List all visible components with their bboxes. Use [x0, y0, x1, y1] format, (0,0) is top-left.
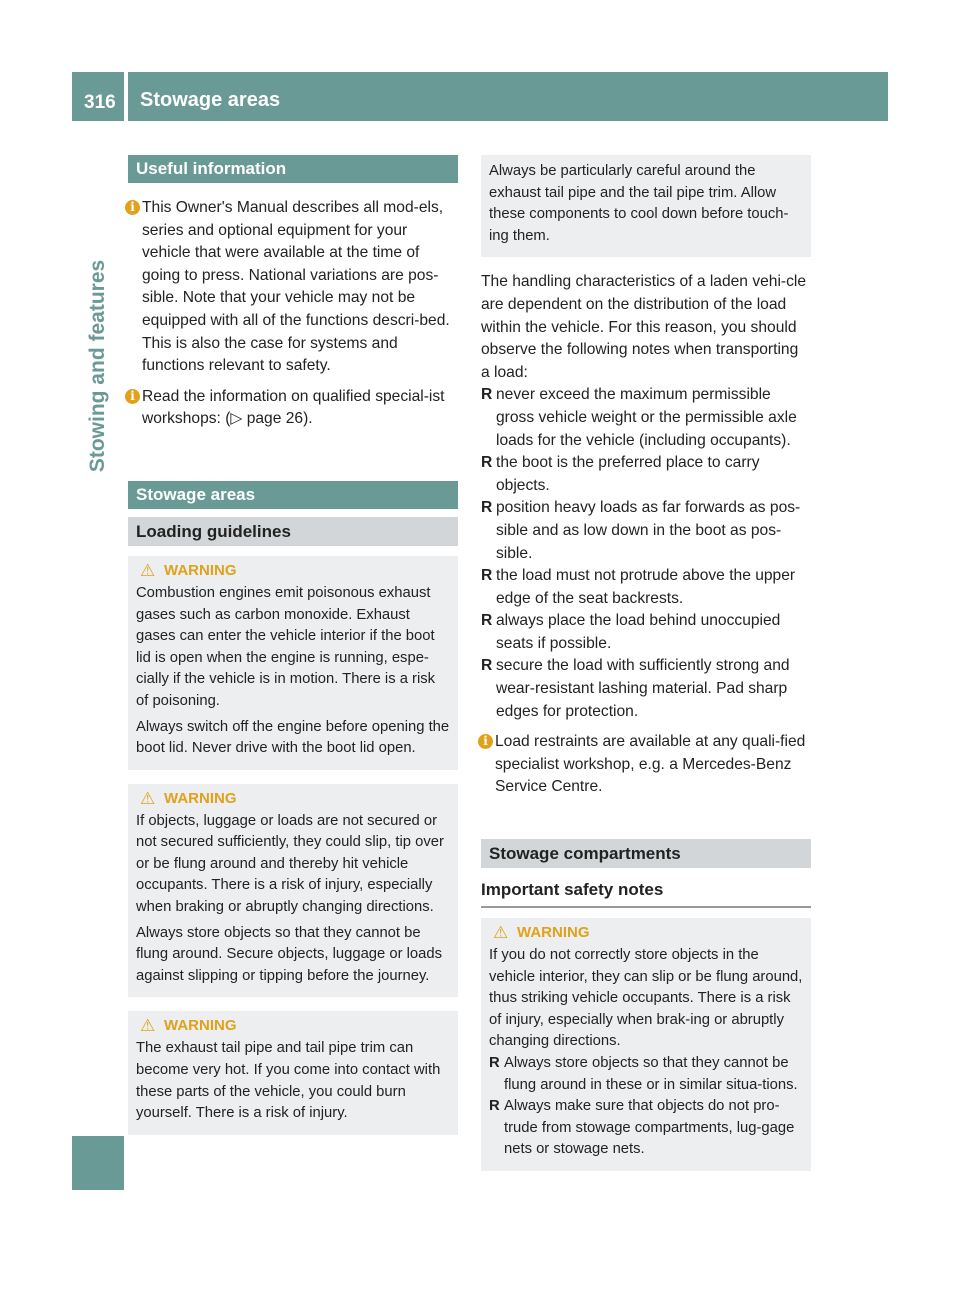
warning-text: Always switch off the engine before opening the boot lid. Never drive with the boot lid open.	[136, 718, 450, 757]
warning-bullet-list	[489, 1053, 803, 1161]
list-item: R position heavy loads as far forwards as pos-sible and as low down in the boot as pos-sible.	[481, 499, 801, 562]
warning-text-continued: Always be particularly careful around the exhaust tail pipe and the tail pipe trim. Allow these components to cool down before touch-ing them.	[489, 163, 789, 244]
loading-bullet-list	[481, 384, 811, 723]
warning-title	[136, 562, 450, 579]
warning-triangle-icon: ⚠	[140, 560, 156, 580]
loading-guidelines-heading: Loading guidelines	[128, 517, 458, 546]
warning-text: If you do not correctly store objects in the vehicle interior, they can slip or be flung around, thus striking vehicle occupants. There is a risk of injury, especially when brak-ing or abruptly changing directions.	[489, 947, 803, 1050]
warning-text: Always store objects so that they cannot be flung around. Secure objects, luggage or loads against slipping or tipping before the journey.	[136, 924, 443, 984]
info-note-workshops-text: Read the information on qualified special-ist workshops: (▷ page 26).	[142, 387, 445, 428]
warning-triangle-icon: ⚠	[493, 923, 509, 943]
info-note-manual-text: This Owner's Manual describes all mod-els, series and optional equipment for your vehicle that were available at the time of going to press. National variations are pos-sible. Note that your vehicle may not be equipped with all of the functions descri-bed. This is also the case for systems and functions relevant to safety.	[142, 199, 450, 375]
chapter-side-label: Stowing and features	[86, 259, 109, 473]
page-header-bar	[128, 72, 888, 121]
warning-box-hot-exhaust	[128, 1011, 458, 1134]
list-item: R never exceed the maximum permissible gross vehicle weight or the permissible axle loads for the vehicle (including occupants).	[481, 386, 797, 449]
list-item: R always place the load behind unoccupied seats if possible.	[481, 612, 781, 652]
warning-title-text: WARNING	[164, 1017, 237, 1035]
chapter-marker-block	[72, 1136, 124, 1190]
right-column	[481, 155, 811, 1171]
warning-title	[136, 790, 450, 807]
page-number-tab	[72, 72, 124, 121]
info-icon: i	[478, 734, 493, 749]
list-item: R the boot is the preferred place to carry objects.	[481, 454, 760, 494]
page-title: Stowage areas	[140, 89, 281, 111]
warning-title-text: WARNING	[517, 924, 590, 942]
chapter-side-tab	[72, 121, 124, 611]
stowage-compartments-heading: Stowage compartments	[481, 839, 811, 868]
warning-title-text: WARNING	[164, 561, 237, 579]
info-note-load-restraints-text: Load restraints are available at any quali-fied specialist workshop, e.g. a Mercedes-Benz Service Centre.	[495, 733, 806, 796]
warning-box-unsecured-loads	[128, 784, 458, 998]
warning-text: The exhaust tail pipe and tail pipe trim can become very hot. If you come into contact with these parts of the vehicle, you could burn yourself. There is a risk of injury.	[136, 1040, 441, 1122]
warning-triangle-icon: ⚠	[140, 788, 156, 808]
warning-box-stowage-objects	[481, 918, 811, 1171]
list-item: R secure the load with sufficiently strong and wear-resistant lashing material. Pad sharp edges for protection.	[481, 657, 790, 720]
info-icon: i	[125, 200, 140, 215]
warning-title	[489, 924, 803, 941]
warning-box-continued	[481, 155, 811, 257]
warning-text: Combustion engines emit poisonous exhaust gases such as carbon monoxide. Exhaust gases can enter the vehicle interior if the boot lid is open when the engine is running, espe-cially if the vehicle is in motion. There is a risk of poisoning.	[136, 584, 436, 709]
list-item: R Always make sure that objects do not pro-trude from stowage compartments, lug-gage nets or stowage nets.	[489, 1098, 795, 1158]
important-safety-notes-heading: Important safety notes	[481, 880, 811, 908]
info-note-load-restraints	[481, 731, 811, 799]
info-note-workshops	[128, 386, 458, 431]
list-item: R the load must not protrude above the upper edge of the seat backrests.	[481, 567, 796, 607]
list-item: R Always store objects so that they cannot be flung around in these or in similar situa-tions.	[489, 1055, 798, 1093]
handling-paragraph: The handling characteristics of a laden vehi-cle are dependent on the distribution of the load within the vehicle. For this reason, you should observe the following notes when transporting a load:	[481, 273, 807, 381]
info-icon: i	[125, 389, 140, 404]
page-number: 316	[84, 92, 116, 113]
warning-box-exhaust-gases	[128, 556, 458, 770]
warning-triangle-icon: ⚠	[140, 1016, 156, 1036]
warning-title	[136, 1017, 450, 1034]
warning-text: If objects, luggage or loads are not secured or not secured sufficiently, they could slip, tip over or be flung around and thereby hit vehicle occupants. There is a risk of injury, especially when braking or abruptly changing directions.	[136, 812, 444, 916]
useful-info-heading: Useful information	[128, 155, 458, 183]
info-note-manual	[128, 197, 458, 378]
stowage-areas-heading: Stowage areas	[128, 481, 458, 509]
left-column	[128, 155, 458, 1135]
warning-title-text: WARNING	[164, 789, 237, 807]
